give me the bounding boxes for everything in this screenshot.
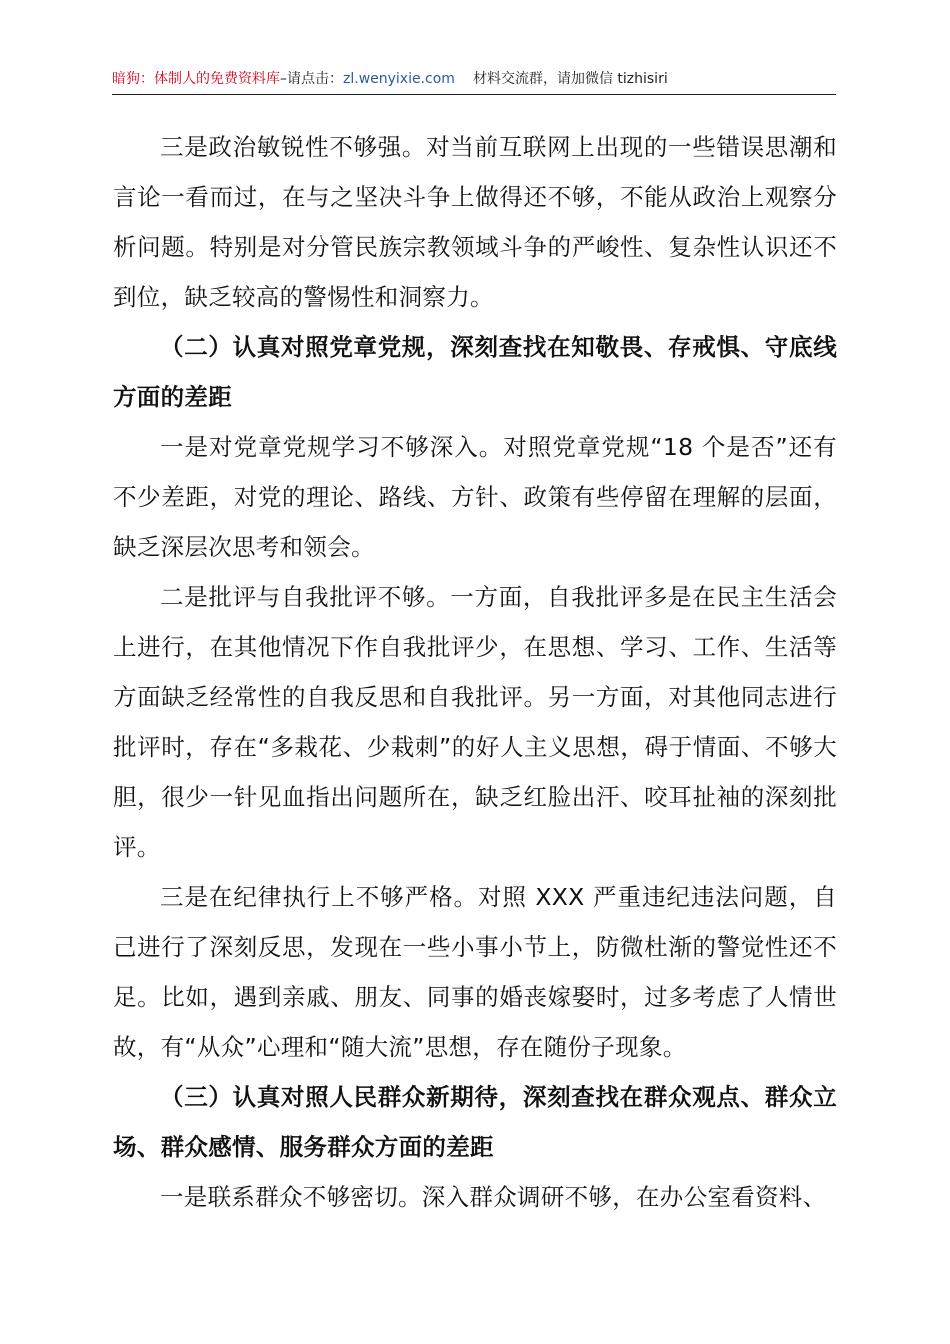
- header-site-name: 暗狗：体制人的免费资料库: [112, 71, 280, 87]
- paragraph: 三是在纪律执行上不够严格。对照 XXX 严重违纪违法问题，自己进行了深刻反思，发现在一些小事小节上，防微杜渐的警觉性还不足。比如，遇到亲戚、朋友、同事的婚丧嫁娶时，过多考虑了人情世故，有“从众”心理和“随大流”思想，存在随份子现象。: [113, 883, 837, 1061]
- header-contact: 材料交流群，请加微信 tizhisiri: [472, 71, 668, 87]
- paragraph: 二是批评与自我批评不够。一方面，自我批评多是在民主生活会上进行，在其他情况下作自我批评少，在思想、学习、工作、生活等方面缺乏经常性的自我反思和自我批评。另一方面，对其他同志进行批评时，存在“多栽花、少栽刺”的好人主义思想，碍于情面、不够大胆，很少一针见血指出问题所在，缺乏红脸出汗、咬耳扯袖的深刻批评。: [113, 583, 837, 861]
- document-body: [113, 122, 837, 1222]
- page-header: [112, 64, 836, 95]
- paragraph: 一是联系群众不够密切。深入群众调研不够，在办公室看资料、: [160, 1183, 827, 1211]
- header-prompt: –请点击：: [280, 71, 343, 87]
- section-heading: （三）认真对照人民群众新期待，深刻查找在群众观点、群众立场、群众感情、服务群众方面的差距: [113, 1083, 837, 1161]
- section-heading: （二）认真对照党章党规，深刻查找在知敬畏、存戒惧、守底线方面的差距: [113, 333, 837, 411]
- paragraph: 一是对党章党规学习不够深入。对照党章党规“18 个是否”还有不少差距，对党的理论、路线、方针、政策有些停留在理解的层面，缺乏深层次思考和领会。: [113, 433, 837, 561]
- header-url-link[interactable]: zl.wenyixie.com: [343, 71, 455, 87]
- paragraph: 三是政治敏锐性不够强。对当前互联网上出现的一些错误思潮和言论一看而过，在与之坚决斗争上做得还不够，不能从政治上观察分析问题。特别是对分管民族宗教领域斗争的严峻性、复杂性认识还不到位，缺乏较高的警惕性和洞察力。: [113, 133, 837, 311]
